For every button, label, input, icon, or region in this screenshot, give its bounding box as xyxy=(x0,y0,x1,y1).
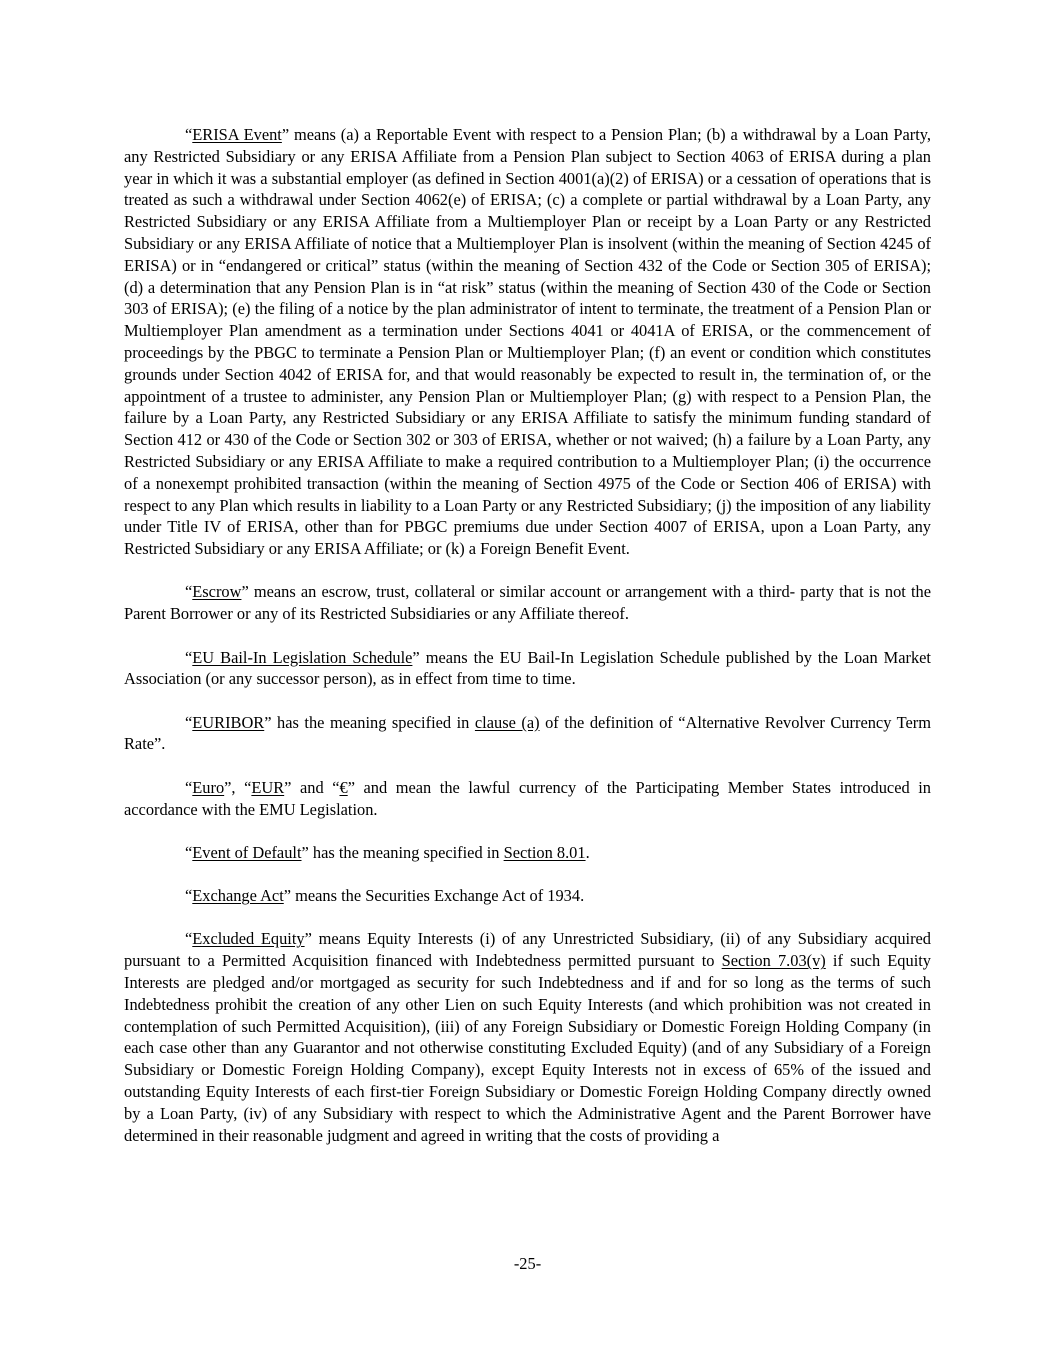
definition-text: ” and mean the lawful currency of the Participating Member States introduced in accordance with the EMU Legislation. xyxy=(124,777,931,819)
defined-term: Event of Default xyxy=(192,842,302,862)
definition-text: ” has the meaning specified in xyxy=(264,712,475,732)
term-separator: ”, “ xyxy=(224,777,252,797)
defined-term: EURIBOR xyxy=(192,712,265,732)
definition-exchange-act: “Exchange Act” means the Securities Exchange Act of 1934. xyxy=(185,886,585,906)
definition-escrow: “Escrow” means an escrow, trust, collateral or similar account or arrangement with a third- party that is not the Parent Borrower or any of its Restricted Subsidiaries or any Affiliate thereof. xyxy=(124,582,931,624)
defined-term: Euro xyxy=(192,777,225,797)
definition-text: ” means Equity Interests (i) of any Unrestricted Subsidiary, (ii) of any Subsidiary acquired pursuant to a Permitted Acquisition financed with Indebtedness permitted pursuant to xyxy=(124,929,931,971)
cross-reference: Section 7.03(v) xyxy=(721,951,826,971)
defined-term: EUR xyxy=(251,777,285,797)
defined-term: EU Bail-In Legislation Schedule xyxy=(192,647,413,667)
defined-term: ERISA Event xyxy=(192,125,282,144)
cross-reference: Section 8.01 xyxy=(503,842,586,862)
term-separator: ” and “ xyxy=(284,777,340,797)
definition-text: ” means the EU Bail-In Legislation Schedule published by the Loan Market Association (or any successor person), as in effect from time to time. xyxy=(124,647,931,689)
definition-text: ” has the meaning specified in xyxy=(301,842,504,862)
definition-text: ” means an escrow, trust, collateral or similar account or arrangement with a third- party that is not the Parent Borrower or any of its Restricted Subsidiaries or any Affiliate thereof. xyxy=(124,582,931,624)
definition-euro: “Euro”, “EUR” and “€” and mean the lawful currency of the Participating Member States introduced in accordance with the EMU Legislation. xyxy=(124,777,931,819)
document-page xyxy=(124,124,931,1146)
defined-term: Excluded Equity xyxy=(192,929,305,949)
definition-text: if such Equity Interests are pledged and/or mortgaged as security for such Indebtedness and if and for so long as the terms of such Indebtedness prohibit the creation of any other Lien on such Equity Interests (and which prohibition was not created in contemplation of such Permitted Acquisition), (iii) of any Foreign Subsidiary or Domestic Foreign Holding Company (in each case other than any Guarantor and not otherwise constituting Excluded Equity) (and of any Subsidiary of a Foreign Subsidiary or Domestic Foreign Holding Company), except Equity Interests not in excess of 65% of the issued and outstanding Equity Interests of each first-tier Foreign Subsidiary or Domestic Foreign Holding Company directly owned by a Loan Party, (iv) of any Subsidiary with respect to which the Administrative Agent and the Parent Borrower have determined in their reasonable judgment and agreed in writing that the costs of providing a xyxy=(124,951,931,1145)
definition-erisa-event: “ERISA Event” means (a) a Reportable Event with respect to a Pension Plan; (b) a withdrawal by a Loan Party, any Restricted Subsidiary or any ERISA Affiliate from a Pension Plan subject to Section 4063 of ERISA during a plan year in which it was a substantial employer (as defined in Section 4001(a)(2) of ERISA) or a cessation of operations that is treated as such a withdrawal under Section 4062(e) of ERISA; (c) a complete or partial withdrawal by a Loan Party, any Restricted Subsidiary or any ERISA Affiliate from a Multiemployer Plan or receipt by a Loan Party or any Restricted Subsidiary or any ERISA Affiliate of notice that a Multiemployer Plan is insolvent (within the meaning of Section 4245 of ERISA) or in “endangered or critical” status (within the meaning of Section 432 of the Code or Section 305 of ERISA); (d) a determination that any Pension Plan is in “at risk” status (within the meaning of Section 430 of the Code or Section 303 of ERISA); (e) the filing of a notice by the plan administrator of intent to terminate, the treatment of a Pension Plan or Multiemployer Plan amendment as a termination under Sections 4041 or 4041A of ERISA, or the commencement of proceedings by the PBGC to terminate a Pension Plan or Multiemployer Plan; (f) an event or condition which constitutes grounds under Section 4042 of ERISA for, and that would reasonably be expected to result in, the termination of, or the appointment of a trustee to administer, any Pension Plan or Multiemployer Plan; (g) with respect to a Pension Plan, the failure by a Loan Party, any Restricted Subsidiary or any ERISA Affiliate to satisfy the minimum funding standard of Section 412 or 430 of the Code or Section 302 or 303 of ERISA, whether or not waived; (h) a failure by a Loan Party, any Restricted Subsidiary or any ERISA Affiliate to make a required contribution to a Multiemployer Plan; (i) the occurrence of a nonexempt prohibited transaction (within the meaning of Section 4975 of the Code or Section 406 of ERISA) with respect to any Plan which results in liability to a Loan Party or any Restricted Subsidiary; (j) the imposition of any liability under Title IV of ERISA, other than for PBGC premiums due under Section 4007 of ERISA, upon a Loan Party, any Restricted Subsidiary or any ERISA Affiliate; or (k) a Foreign Benefit Event. xyxy=(124,125,931,559)
definition-eu-bail-in: “EU Bail-In Legislation Schedule” means the EU Bail-In Legislation Schedule published by the Loan Market Association (or any successor person), as in effect from time to time. xyxy=(124,647,931,689)
definition-text: . xyxy=(585,842,590,862)
definition-text: ” means (a) a Reportable Event with respect to a Pension Plan; (b) a withdrawal by a Loan Party, any Restricted Subsidiary or any ERISA Affiliate from a Pension Plan subject to Section 4063 of ERISA during a plan year in which it was a substantial employer (as defined in Section 4001(a)(2) of ERISA) or a cessation of operations that is treated as such a withdrawal under Section 4062(e) of ERISA; (c) a complete or partial withdrawal by a Loan Party, any Restricted Subsidiary or any ERISA Affiliate from a Multiemployer Plan or receipt by a Loan Party or any Restricted Subsidiary or any ERISA Affiliate of notice that a Multiemployer Plan is insolvent (within the meaning of Section 4245 of ERISA) or in “endangered or critical” status (within the meaning of Section 432 of the Code or Section 305 of ERISA); (d) a determination that any Pension Plan is in “at risk” status (within the meaning of Section 430 of the Code or Section 303 of ERISA); (e) the filing of a notice by the plan administrator of intent to terminate, the treatment of a Pension Plan or Multiemployer Plan amendment as a termination under Sections 4041 or 4041A of ERISA, or the commencement of proceedings by the PBGC to terminate a Pension Plan or Multiemployer Plan; (f) an event or condition which constitutes grounds under Section 4042 of ERISA for, and that would reasonably be expected to result in, the termination of, or the appointment of a trustee to administer, any Pension Plan or Multiemployer Plan; (g) with respect to a Pension Plan, the failure by a Loan Party, any Restricted Subsidiary or any ERISA Affiliate to satisfy the minimum funding standard of Section 412 or 430 of the Code or Section 302 or 303 of ERISA, whether or not waived; (h) a failure by a Loan Party, any Restricted Subsidiary or any ERISA Affiliate to make a required contribution to a Multiemployer Plan; (i) the occurrence of a nonexempt prohibited transaction (within the meaning of Section 4975 of the Code or Section 406 of ERISA) with respect to any Plan which results in liability to a Loan Party or any Restricted Subsidiary; (j) the imposition of any liability under Title IV of ERISA, other than for PBGC premiums due under Section 4007 of ERISA, upon a Loan Party, any Restricted Subsidiary or any ERISA Affiliate; or (k) a Foreign Benefit Event. xyxy=(124,125,931,559)
defined-term: Exchange Act xyxy=(192,886,284,906)
cross-reference: clause (a) xyxy=(474,712,540,732)
defined-term: Escrow xyxy=(192,582,242,602)
definition-euribor: “EURIBOR” has the meaning specified in clause (a) of the definition of “Alternative Revolver Currency Term Rate”. xyxy=(124,712,931,754)
definition-excluded-equity: “Excluded Equity” means Equity Interests (i) of any Unrestricted Subsidiary, (ii) of any Subsidiary acquired pursuant to a Permitted Acquisition financed with Indebtedness permitted pursuant to Section 7.03(v) if such Equity Interests are pledged and/or mortgaged as security for such Indebtedness and if and for so long as the terms of such Indebtedness prohibit the creation of any other Lien on such Equity Interests (and which prohibition was not created in contemplation of such Permitted Acquisition), (iii) of any Foreign Subsidiary or Domestic Foreign Holding Company (in each case other than any Guarantor and not otherwise constituting Excluded Equity) (and of any Subsidiary of a Foreign Subsidiary or Domestic Foreign Holding Company), except Equity Interests not in excess of 65% of the issued and outstanding Equity Interests of each first-tier Foreign Subsidiary or Domestic Foreign Holding Company directly owned by a Loan Party, (iv) of any Subsidiary with respect to which the Administrative Agent and the Parent Borrower have determined in their reasonable judgment and agreed in writing that the costs of providing a xyxy=(124,929,931,1145)
definition-text: of the definition of “Alternative Revolver Currency Term Rate”. xyxy=(124,712,931,754)
definition-text: ” means the Securities Exchange Act of 1934. xyxy=(283,886,585,906)
definition-event-of-default: “Event of Default” has the meaning specified in Section 8.01. xyxy=(185,842,590,862)
page-number: -25- xyxy=(513,1254,542,1273)
defined-term: € xyxy=(339,777,348,797)
